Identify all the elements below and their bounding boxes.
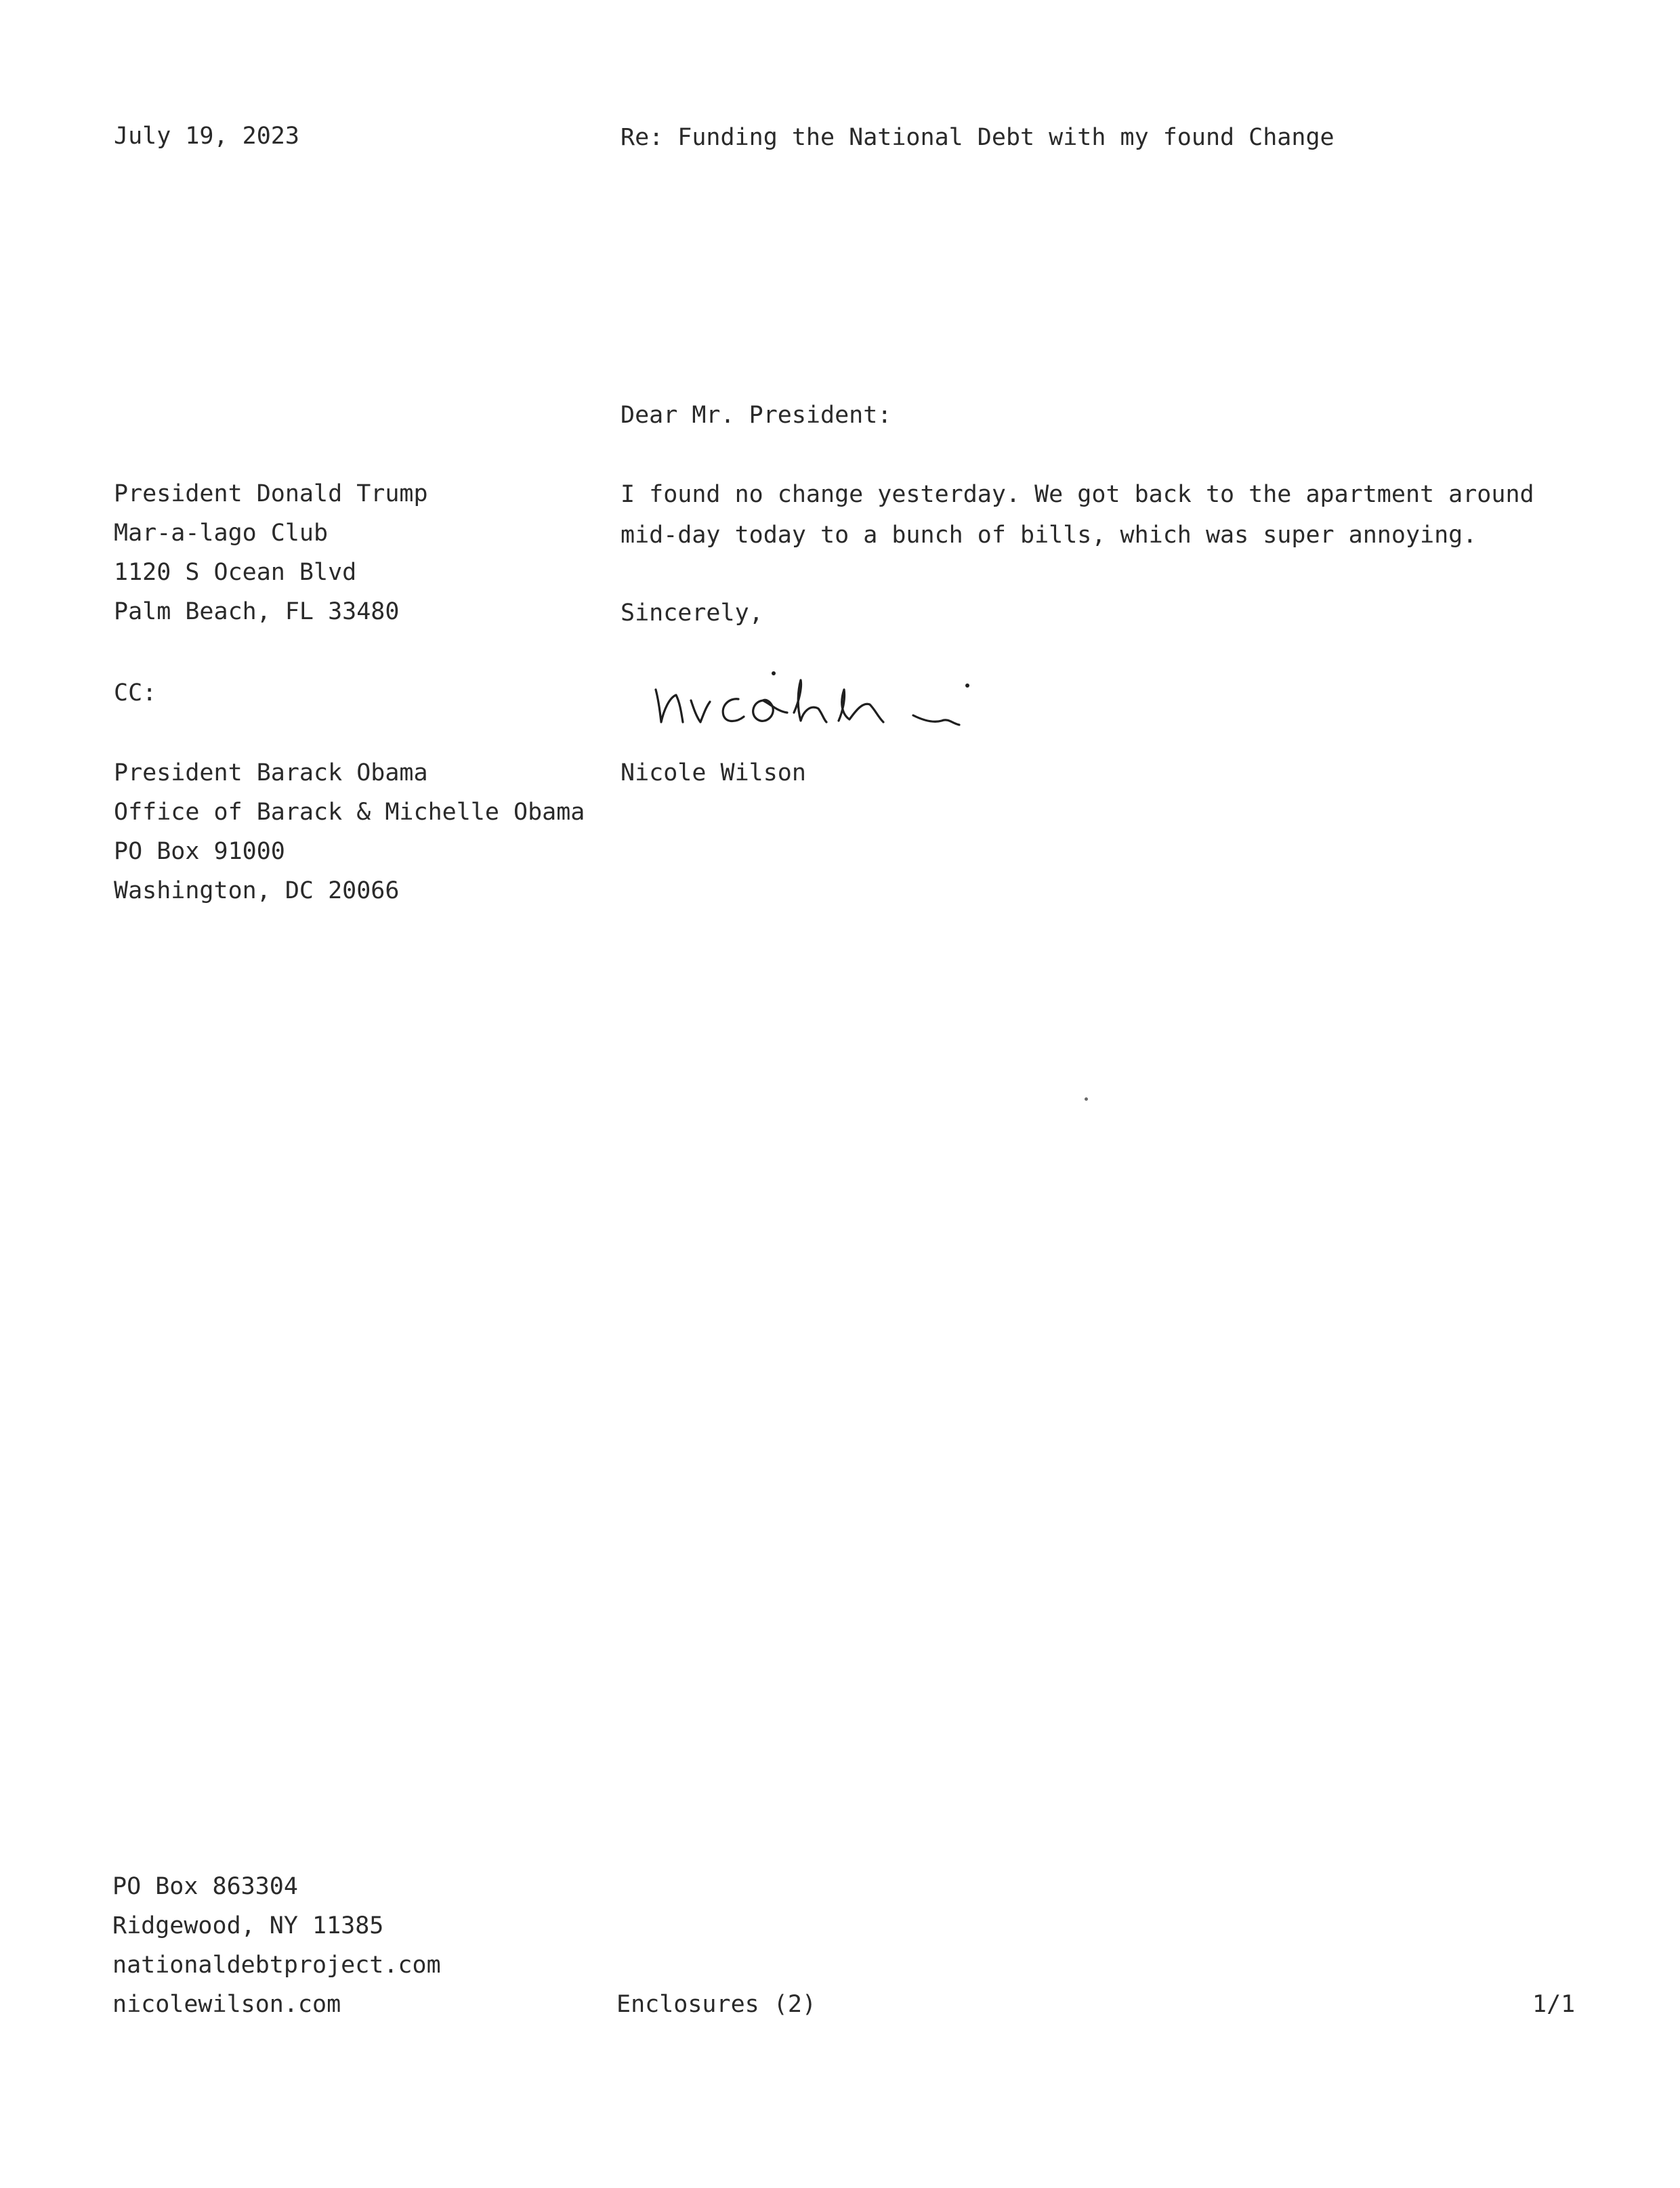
sender-line: Ridgewood, NY 11385 — [112, 1912, 384, 1939]
signer-name-text: Nicole Wilson — [621, 759, 806, 786]
sender-link[interactable]: nationaldebtproject.com — [112, 1952, 441, 1979]
closing-text: Sincerely, — [621, 599, 763, 627]
enclosures-text: Enclosures (2) — [616, 1991, 817, 2018]
handwritten-signature — [649, 662, 1001, 737]
letter-body — [621, 474, 1534, 555]
recipient-line: President Donald Trump — [114, 480, 428, 507]
letter-subject — [621, 118, 1335, 157]
closing — [621, 593, 763, 633]
recipient-line: Palm Beach, FL 33480 — [114, 598, 400, 625]
cc-label-text: CC: — [114, 679, 157, 707]
cc-label — [114, 673, 156, 713]
sender-address — [112, 1867, 441, 2024]
body-line: mid-day today to a bunch of bills, which was super annoying. — [621, 522, 1477, 549]
enclosures — [616, 1985, 816, 2024]
date-text: July 19, 2023 — [114, 123, 299, 150]
recipient-line: Mar-a-lago Club — [114, 520, 329, 547]
sender-line: PO Box 863304 — [112, 1873, 298, 1900]
cc-address — [114, 753, 585, 910]
salutation-text: Dear Mr. President: — [621, 402, 892, 429]
signer-name — [621, 753, 806, 793]
subject-text: Re: Funding the National Debt with my found Change — [621, 124, 1335, 151]
body-line: I found no change yesterday. We got back to the apartment around — [621, 481, 1534, 508]
sender-link[interactable]: nicolewilson.com — [112, 1991, 341, 2018]
letter-date — [114, 117, 299, 156]
cc-line: Washington, DC 20066 — [114, 877, 400, 904]
recipient-address — [114, 474, 428, 631]
cc-line: President Barack Obama — [114, 759, 428, 786]
recipient-line: 1120 S Ocean Blvd — [114, 559, 357, 586]
salutation — [621, 396, 891, 435]
cc-line: Office of Barack & Michelle Obama — [114, 799, 585, 826]
page-number — [1532, 1985, 1575, 2024]
page-number-text: 1/1 — [1532, 1991, 1576, 2018]
scan-speck — [1085, 1097, 1088, 1101]
cc-line: PO Box 91000 — [114, 838, 285, 865]
